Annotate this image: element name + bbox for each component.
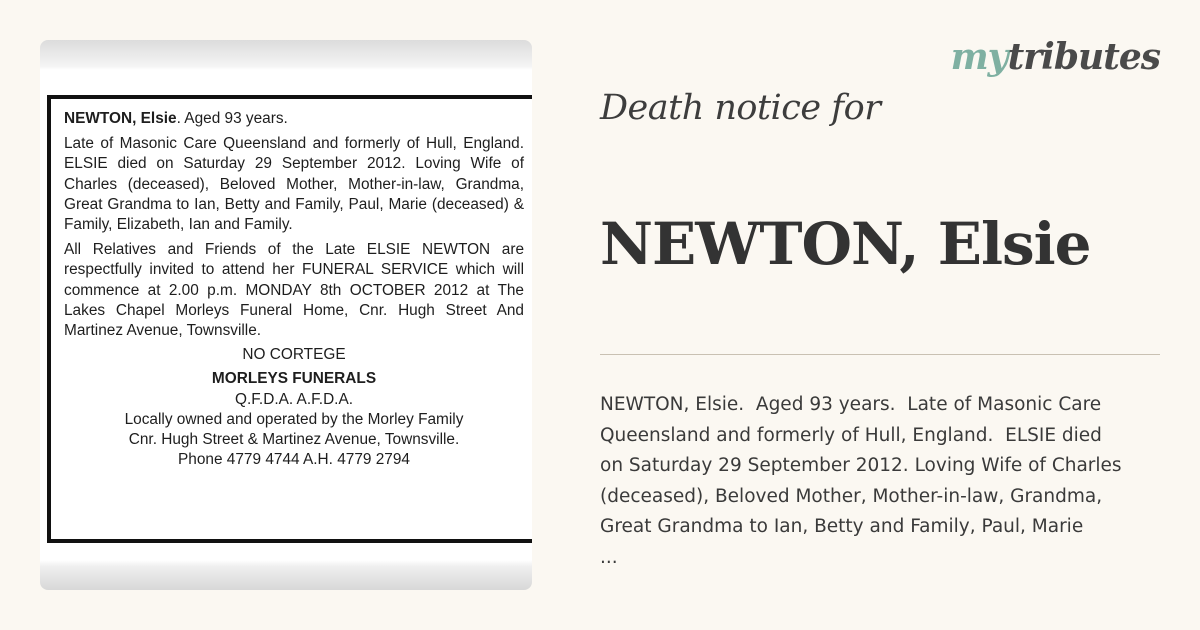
- excerpt-ellipsis: ...: [600, 546, 618, 568]
- notice-name: NEWTON, Elsie: [64, 110, 177, 127]
- notice-address: Cnr. Hugh Street & Martinez Avenue, Townsville.: [128, 431, 460, 449]
- notice-tagline: Locally owned and operated by the Morley Family: [124, 410, 464, 428]
- notice-no-cortege: NO CORTEGE: [242, 346, 346, 364]
- divider: [600, 354, 1160, 355]
- notice-funeral-home: MORLEYS FUNERALS: [211, 370, 377, 388]
- notice-accreditation: Q.F.D.A. A.F.D.A.: [234, 390, 354, 408]
- notice-excerpt: [600, 390, 1160, 573]
- logo-suffix: tributes: [1007, 36, 1160, 78]
- notice-age: . Aged 93 years.: [176, 110, 288, 127]
- notice-phone: Phone 4779 4744 A.H. 4779 2794: [178, 451, 410, 469]
- excerpt-line: Great Grandma to Ian, Betty and Family, Paul, Marie: [600, 516, 1084, 537]
- notice-paragraph-2: All Relatives and Friends of the Late ELSIE NEWTON are respectfully invited to attend her FUNERAL SERVICE which will commence at 2.00 p.m. MONDAY 8th OCTOBER 2012 at The Lakes Chapel Morleys Funeral Home, Cnr. Hugh Street And Martinez Avenue, Townsville.: [64, 241, 524, 340]
- excerpt-line: on Saturday 29 September 2012. Loving Wife of Charles: [600, 455, 1122, 476]
- excerpt-line: NEWTON, Elsie. Aged 93 years. Late of Masonic Care: [600, 394, 1102, 415]
- death-notice-clipping: [47, 95, 532, 543]
- notice-heading: [64, 109, 524, 129]
- page-title: NEWTON, Elsie: [600, 210, 1091, 278]
- notice-paragraph-1: Late of Masonic Care Queensland and formerly of Hull, England. ELSIE died on Saturday 29 September 2012. Loving Wife of Charles (deceased), Beloved Mother, Mother-in-law, Grandma, Great Grandma to Ian, Betty and Family, Paul, Marie (deceased) & Family, Elizabeth, Ian and Family.: [64, 135, 524, 234]
- mytributes-logo[interactable]: [951, 36, 1160, 78]
- excerpt-line: (deceased), Beloved Mother, Mother-in-law, Grandma,: [600, 485, 1103, 507]
- excerpt-line: Queensland and formerly of Hull, England. ELSIE died: [600, 424, 1102, 446]
- logo-prefix: my: [950, 36, 1008, 78]
- page-subtitle: Death notice for: [600, 88, 881, 128]
- death-notice-image: [40, 40, 532, 590]
